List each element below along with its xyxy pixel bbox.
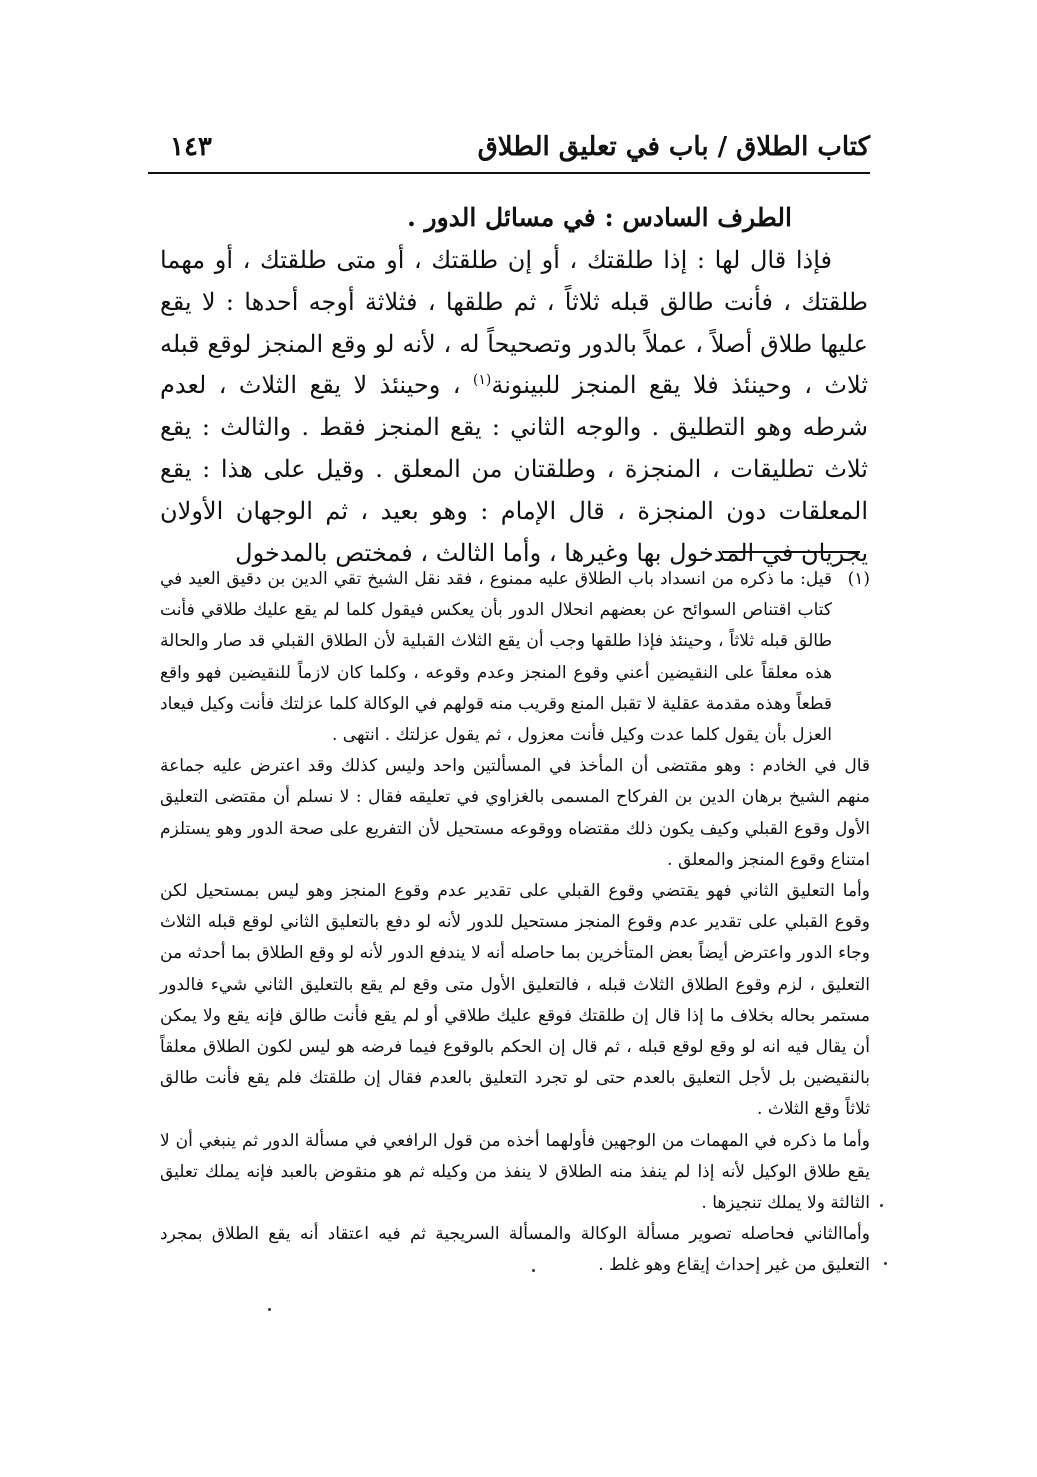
footnote-paragraph-5: وأماالثاني فحاصله تصوير مسألة الوكالة والمسألة السريجية ثم فيه اعتقاد أنه يقع الطلاق بمجرد التعليق من غير إحداث إيقاع وهو غلط . [160,1224,870,1276]
footnote-rule [722,551,860,553]
main-paragraph-part-2: ، وحينئذ لا يقع الثلاث ، لعدم شرطه وهو التطليق . والوجه الثاني : يقع المنجز فقط . والثالث : يقع ثلاث تطليقات ، المنجزة ، وطلقتان من المعلق . وقيل على هذا : يقع المعلقات دون المنجزة ، قال الإمام : وهو بعيد ، ثم الوجهان الأولان يجريان في المدخول بها وغيرها ، وأما الثالث ، فمختص بالمدخول [160,371,868,567]
footnote-paragraph-4: وأما ما ذكره في المهمات من الوجهين فأولهما أخذه من قول الرافعي في مسألة الدور ثم ينبغي أن لا يقع طلاق الوكيل لأنه إذا لم ينفذ منه الطلاق لا ينفذ من وكيله ثم هو منقوض بالعبد فإنه يملك تعليق الثالثة ولا يملك تنجيزها . [160,1130,870,1214]
scan-speck [880,1204,883,1207]
page-number: ١٤٣ [170,132,212,162]
scan-speck [268,1308,271,1311]
footnote-text-1: قيل: ما ذكره من انسداد باب الطلاق عليه ممنوع ، فقد نقل الشيخ تقي الدين بن دقيق العيد في كتاب اقتناص السوائح عن بعضهم انحلال الدور بأن يعكس فيقول كلما لم يقع عليك طلاقي فأنت طالق قبله ثلاثاً ، وحينئذ فإذا طلقها وجب أن يقع الثلاث القبلية لأن الطلاق القبلي قد صار والحالة هذه معلقاً على النقيضين أعني وقوع المنجز وعدم وقوعه ، وكلما كان لازماً للنقيضين فهو واقع قطعاً وهذه مقدمة عقلية لا تقبل المنع وقريب منه قولهم في الوكالة كلما عزلتك فأنت وكيل فيعاد العزل بأن يقول كلما عدت وكيل فأنت معزول ، ثم يقول عزلتك . انتهى . [160,569,832,746]
main-paragraph [160,240,868,574]
main-text [160,196,868,574]
footnote-paragraph-3: وأما التعليق الثاني فهو يقتضي وقوع القبلي على تقدير عدم وقوع المنجز وهو ليس بمستحيل لكن وقوع القبلي على تقدير عدم وقوع المنجز مستحيل للدور لأنه لو دفع بالتعليق الثاني لوقع قبله الثلاث وجاء الدور واعترض أيضاً بعض المتأخرين بما حاصله أنه لا يندفع الدور لأنه لو وقع الطلاق بما أحدثه من التعليق ، لزم وقوع الطلاق الثلاث قبله ، فالتعليق الأول متى وقع لم يقع بالتعليق الثاني شيء فالدور مستمر بحاله بخلاف ما إذا قال إن طلقتك فوقع عليك طلاقي أو لم يقع فأنت طالق فإنه يقع ولا يمكن أن يقال فيه انه لو وقع لوقع قبله ، ثم قال إن الحكم بالوقوع فيما فرضه هو ليس لكون الطلاق معلقاً بالنقيضين بل لأجل التعليق بالعدم حتى لو تجرد التعليق بالعدم فقال إن طلقتك فلم يقع فأنت طالق ثلاثاً وقع الثلاث . [160,881,870,1120]
footnote-paragraph-2: قال في الخادم : وهو مقتضى أن المأخذ في المسألتين واحد وليس كذلك وقد اعترض عليه جماعة منهم الشيخ برهان الدين بن الفركاح المسمى بالغزاوي في تعليقه فقال : لا نسلم أن مقتضى التعليق الأول وقوع القبلي وكيف يكون ذلك مقتضاه ووقوعه مستحيل لأن التفريع على صحة الدور وهو يستلزم امتناع وقوع المنجز والمعلق . [160,756,870,870]
footnote-paragraph-1 [160,564,870,751]
footnotes [160,564,870,1282]
scan-speck [532,1269,535,1272]
footnote-number: (١) [847,569,870,589]
scan-speck [884,1262,887,1265]
main-paragraph-part-1: فإذا قال لها : إذا طلقتك ، أو إن طلقتك ، أو متى طلقتك ، أو مهما طلقتك ، فأنت طالق قبله ثلاثاً ، ثم طلقها ، فثلاثة أوجه أحدها : لا يقع عليها طلاق أصلاً ، عملاً بالدور وتصحيحاً له ، لأنه لو وقع المنجز لوقع قبله ثلاث ، وحينئذ فلا يقع المنجز للبينونة [160,246,868,400]
header-rule [148,172,870,174]
footnote-marker: (١) [472,372,492,389]
running-header [148,128,870,172]
section-heading: الطرف السادس : في مسائل الدور . [407,203,792,232]
header-title: كتاب الطلاق / باب في تعليق الطلاق [477,132,870,162]
